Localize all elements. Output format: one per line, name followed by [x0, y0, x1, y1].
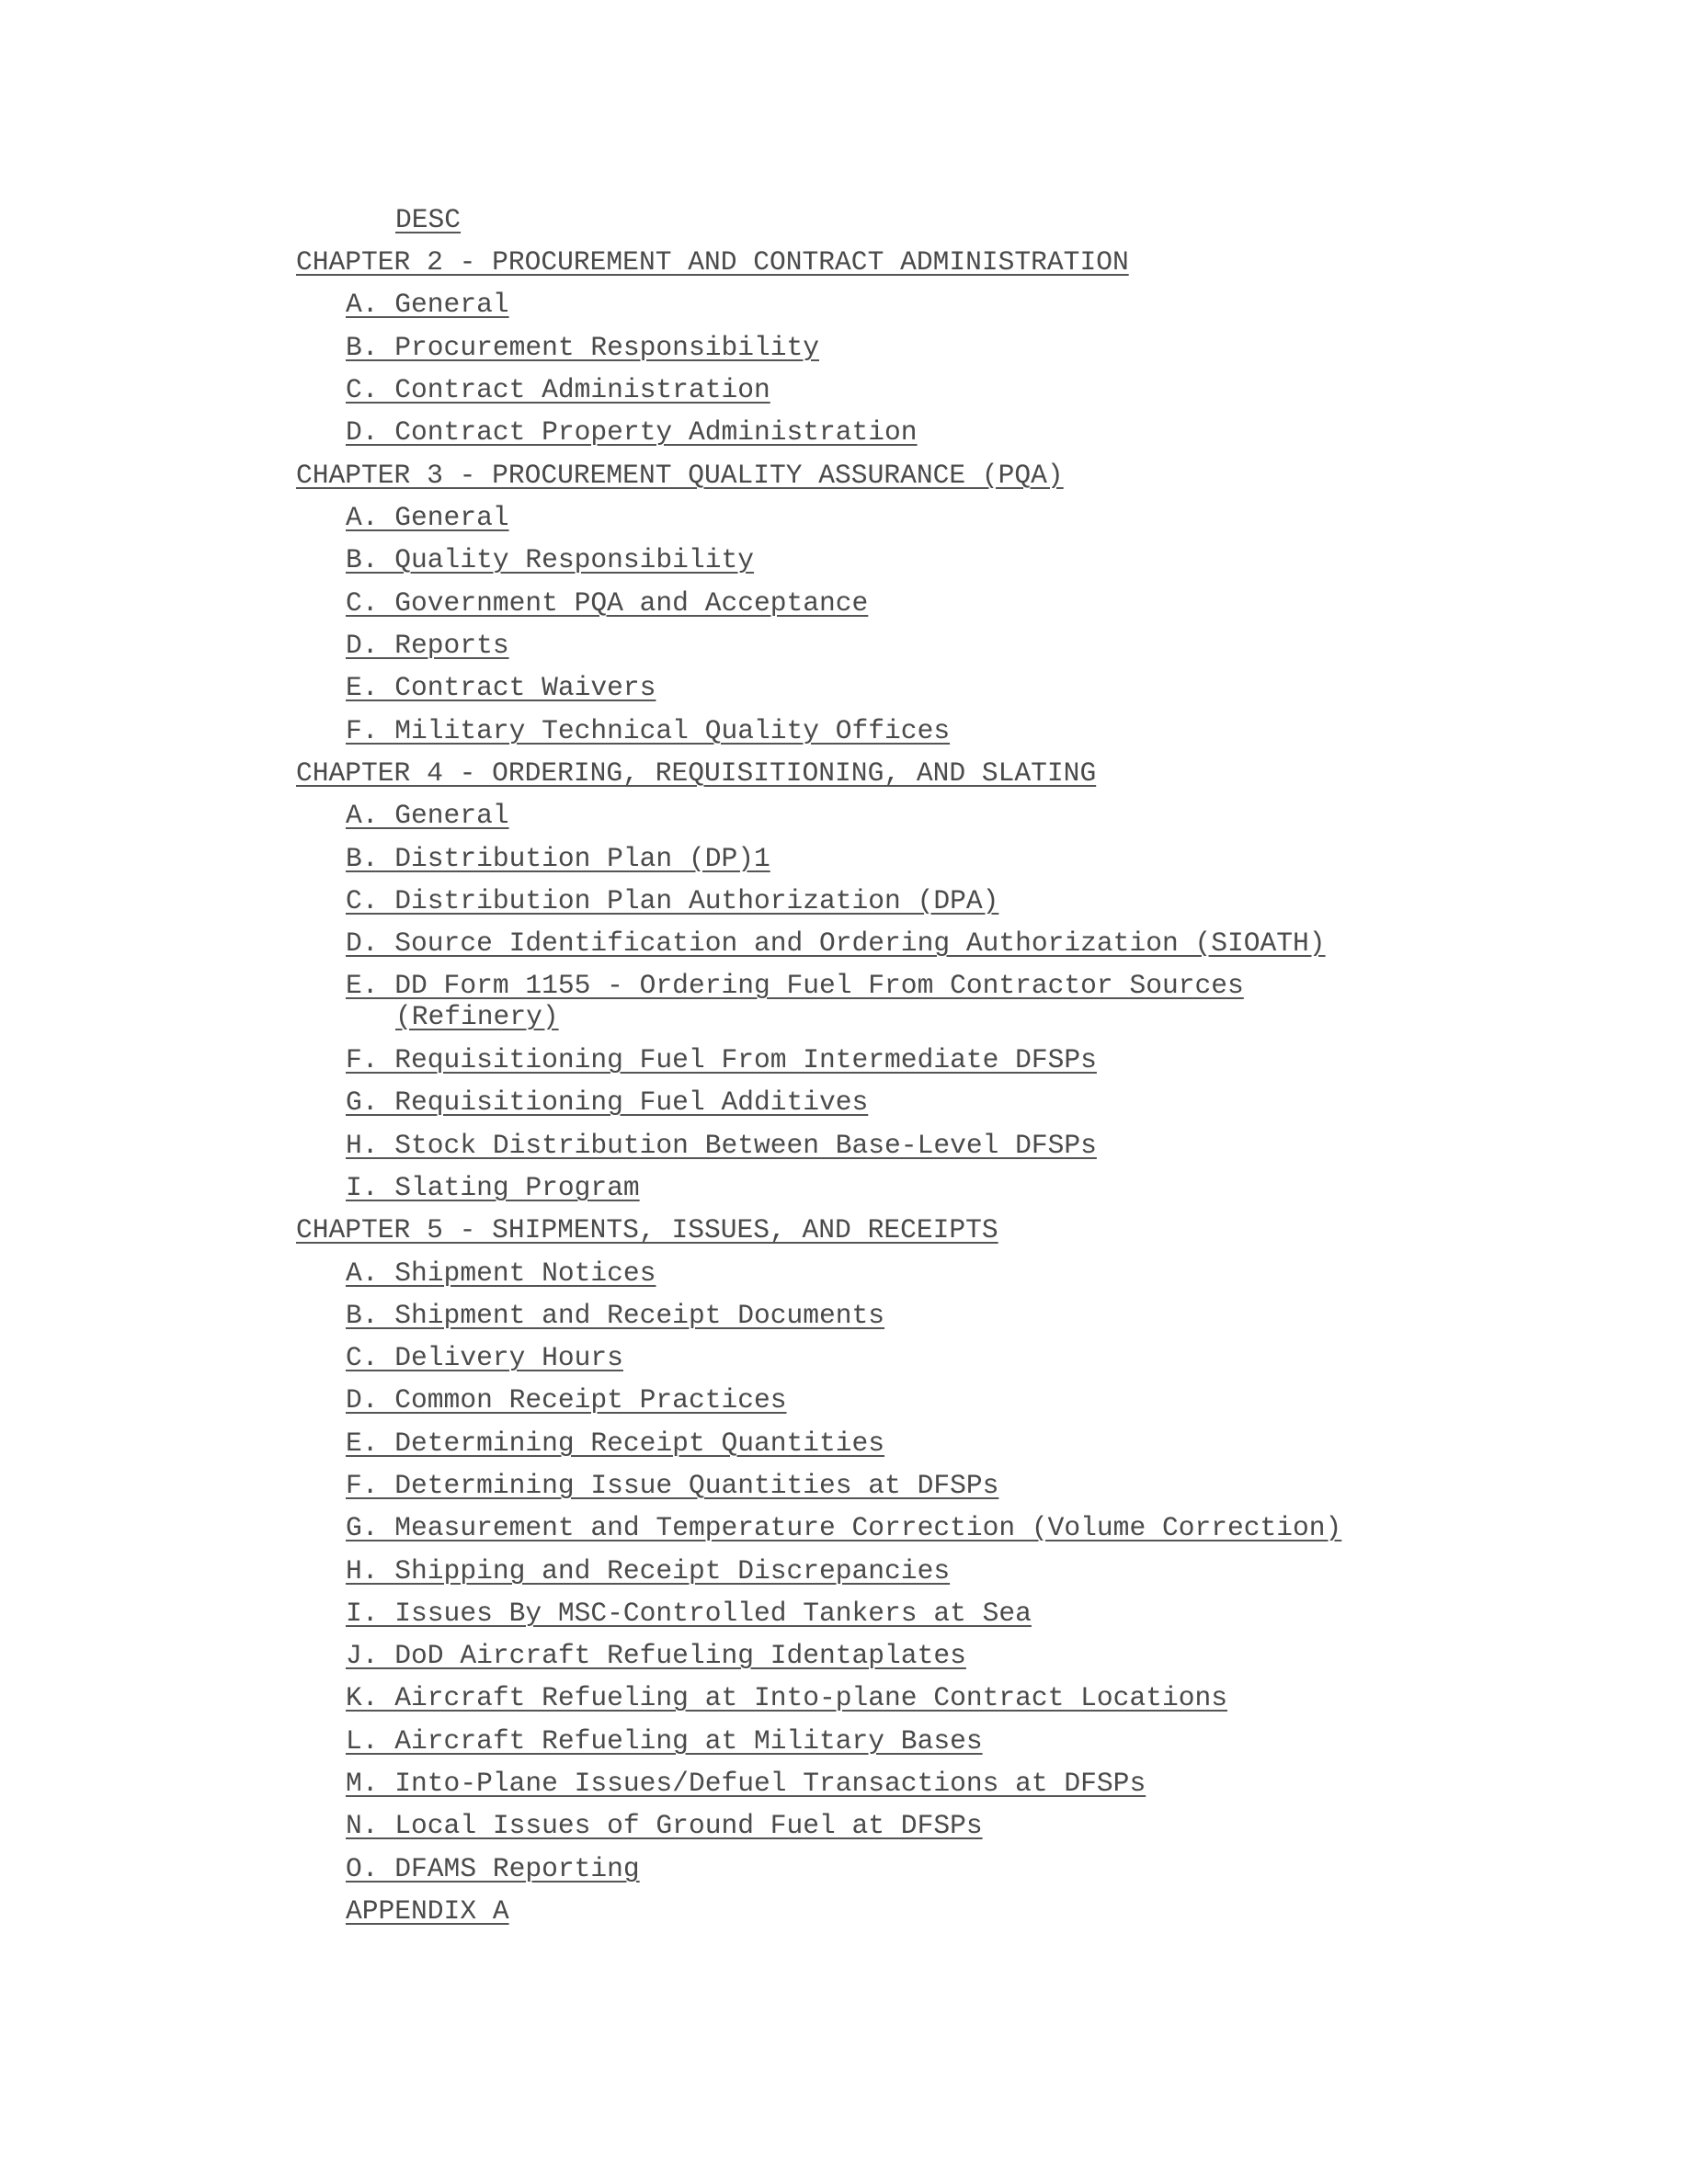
toc-section-link[interactable]: D. Common Receipt Practices: [346, 1384, 787, 1416]
toc-section-link[interactable]: D. Contract Property Administration: [346, 416, 918, 448]
toc-section-link[interactable]: E. Determining Receipt Quantities: [346, 1428, 885, 1459]
toc-section-link[interactable]: E. DD Form 1155 - Ordering Fuel From Contractor Sources (Refinery): [346, 970, 1244, 1032]
toc-section-link[interactable]: F. Military Technical Quality Offices: [346, 715, 951, 746]
toc-section-link[interactable]: D. Source Identification and Ordering Authorization (SIOATH): [346, 927, 1326, 959]
toc-section-link[interactable]: B. Procurement Responsibility: [346, 332, 820, 363]
toc-section-link[interactable]: I. Slating Program: [346, 1172, 640, 1203]
toc-section-link[interactable]: C. Government PQA and Acceptance: [346, 587, 869, 619]
toc-section-link[interactable]: N. Local Issues of Ground Fuel at DFSPs: [346, 1810, 983, 1841]
toc-section-link[interactable]: J. DoD Aircraft Refueling Identaplates: [346, 1640, 966, 1671]
toc-section-link[interactable]: G. Requisitioning Fuel Additives: [346, 1086, 869, 1118]
toc-section-link[interactable]: F. Determining Issue Quantities at DFSPs: [346, 1470, 999, 1501]
toc-chapter-link[interactable]: CHAPTER 4 - ORDERING, REQUISITIONING, AND SLATING: [296, 757, 1097, 789]
toc-section-link[interactable]: H. Shipping and Receipt Discrepancies: [346, 1555, 951, 1587]
toc-section-link[interactable]: D. Reports: [346, 630, 509, 661]
toc-section-link[interactable]: H. Stock Distribution Between Base-Level DFSPs: [346, 1130, 1097, 1161]
toc-section-link[interactable]: F. Requisitioning Fuel From Intermediate DFSPs: [346, 1044, 1097, 1075]
toc-section-link[interactable]: L. Aircraft Refueling at Military Bases: [346, 1725, 983, 1757]
toc-section-link[interactable]: A. Shipment Notices: [346, 1257, 656, 1289]
toc-section-link[interactable]: E. Contract Waivers: [346, 672, 656, 703]
toc-section-link[interactable]: C. Contract Administration: [346, 374, 770, 405]
toc-section-link[interactable]: A. General: [346, 289, 509, 320]
toc-chapter-link[interactable]: CHAPTER 2 - PROCUREMENT AND CONTRACT ADMINISTRATION: [296, 246, 1129, 278]
toc-section-link[interactable]: A. General: [346, 502, 509, 533]
toc-section-link[interactable]: B. Shipment and Receipt Documents: [346, 1300, 885, 1331]
toc-section-link[interactable]: B. Distribution Plan (DP)1: [346, 843, 770, 874]
toc-section-link[interactable]: G. Measurement and Temperature Correction (Volume Correction): [346, 1512, 1342, 1543]
toc-chapter-link[interactable]: CHAPTER 5 - SHIPMENTS, ISSUES, AND RECEIPTS: [296, 1214, 998, 1246]
toc-section-link[interactable]: C. Distribution Plan Authorization (DPA): [346, 885, 999, 916]
toc-section-link[interactable]: C. Delivery Hours: [346, 1342, 623, 1373]
toc-section-link[interactable]: APPENDIX A: [346, 1895, 509, 1927]
toc-section-link[interactable]: K. Aircraft Refueling at Into-plane Contract Locations: [346, 1682, 1227, 1713]
toc-section-link[interactable]: O. DFAMS Reporting: [346, 1853, 640, 1884]
toc-section-link[interactable]: A. General: [346, 800, 509, 831]
toc-section-link[interactable]: I. Issues By MSC-Controlled Tankers at Sea: [346, 1598, 1032, 1629]
toc-chapter-link[interactable]: CHAPTER 3 - PROCUREMENT QUALITY ASSURANCE (PQA): [296, 460, 1064, 491]
toc-section-link[interactable]: M. Into-Plane Issues/Defuel Transactions at DFSPs: [346, 1768, 1146, 1799]
toc-section-link[interactable]: B. Quality Responsibility: [346, 544, 754, 575]
toc-section-link[interactable]: DESC: [395, 204, 462, 235]
